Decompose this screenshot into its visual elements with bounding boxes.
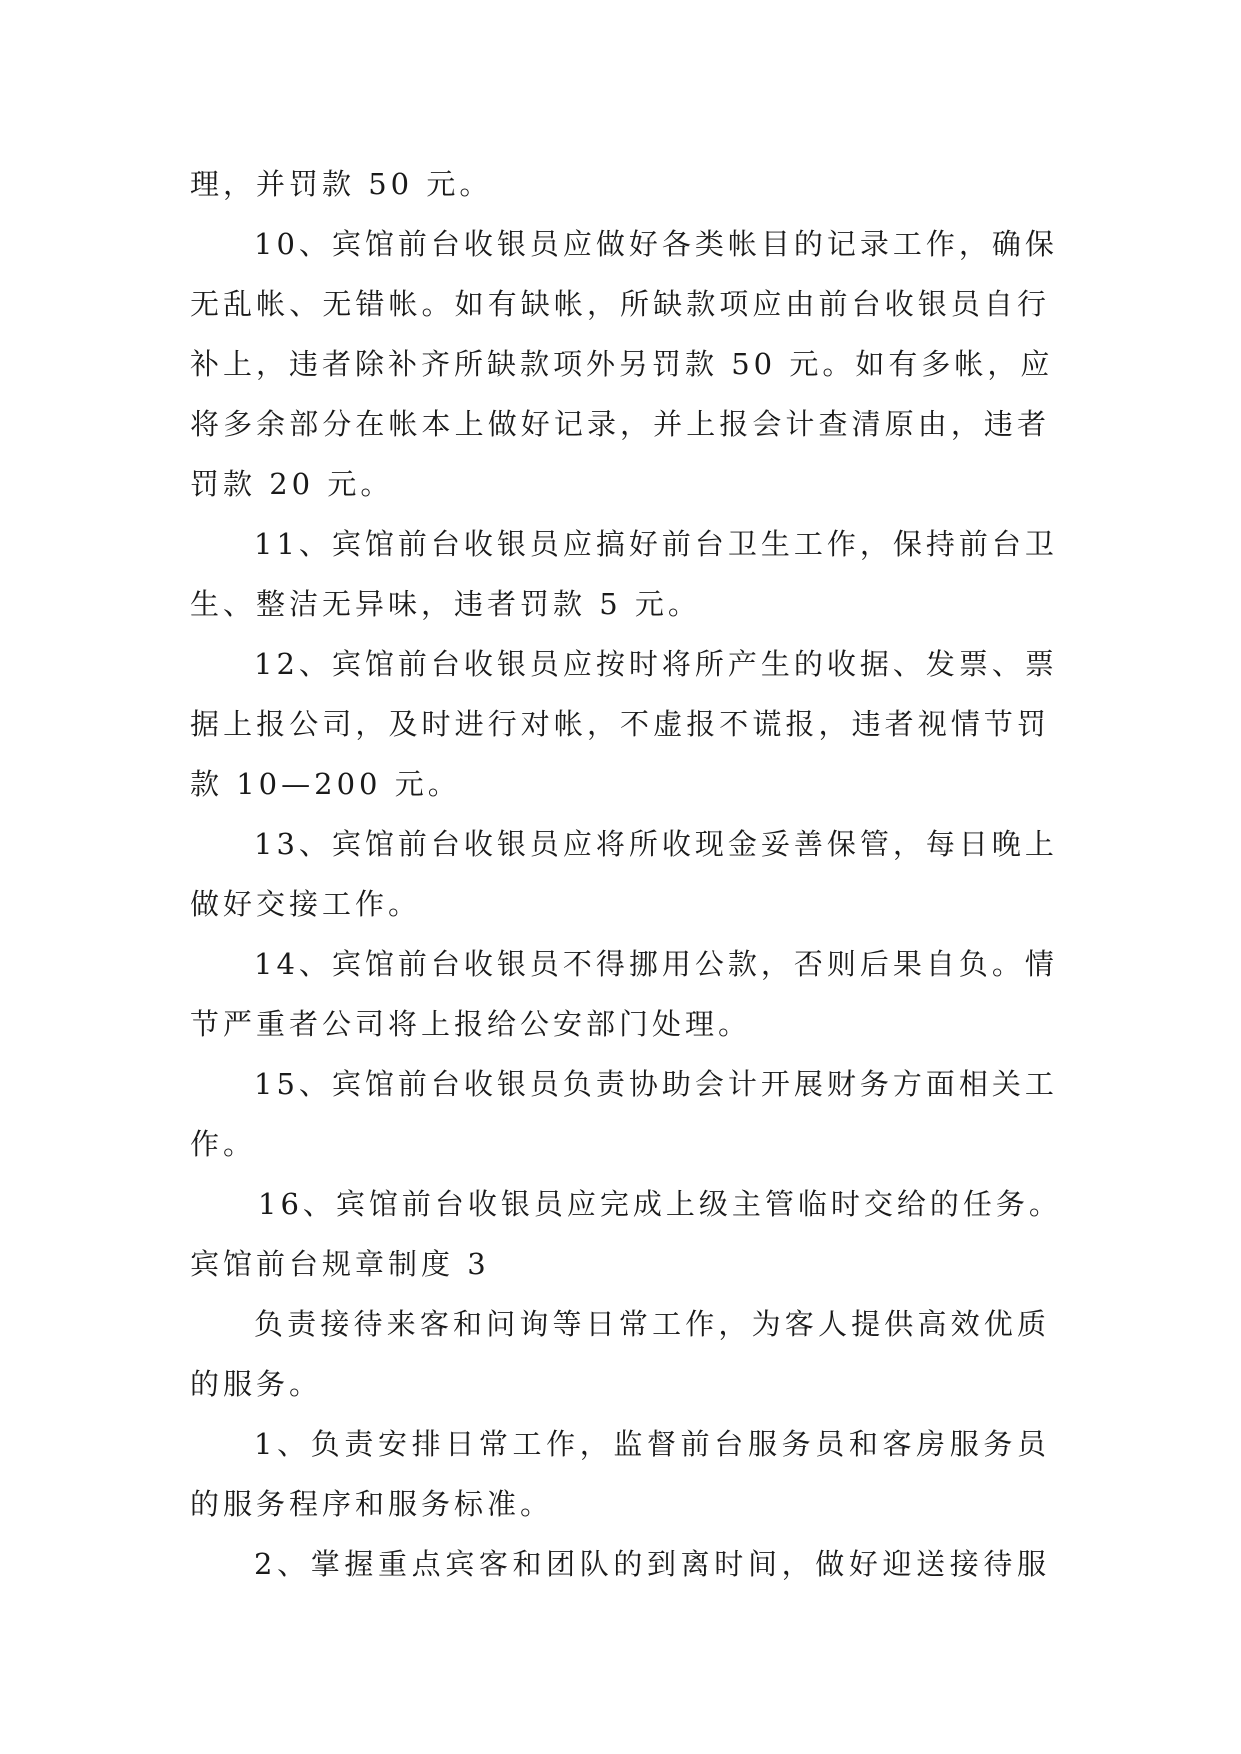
text-line: 理，并罚款 50 元。 [190,167,493,201]
text-line: 罚款 20 元。 [190,467,394,501]
text-line: 16、宾馆前台收银员应完成上级主管临时交给的任务。 [258,1187,1062,1221]
text-line: 12、宾馆前台收银员应按时将所产生的收据、发票、票 [254,647,1058,681]
text-line: 据上报公司，及时进行对帐，不虚报不谎报，违者视情节罚 [190,707,1050,741]
text-line: 款 10—200 元。 [190,767,461,801]
text-line: 1、负责安排日常工作，监督前台服务员和客房服务员 [254,1427,1050,1461]
text-line: 14、宾馆前台收银员不得挪用公款，否则后果自负。情 [254,947,1058,981]
text-line: 2、掌握重点宾客和团队的到离时间，做好迎送接待服 [254,1547,1050,1581]
text-line: 11、宾馆前台收银员应搞好前台卫生工作，保持前台卫 [254,527,1058,561]
text-line: 作。 [190,1127,257,1161]
text-line: 10、宾馆前台收银员应做好各类帐目的记录工作，确保 [254,227,1058,261]
text-line: 做好交接工作。 [190,887,422,921]
text-line: 补上，违者除补齐所缺款项外另罚款 50 元。如有多帐，应 [190,347,1054,381]
text-line: 的服务程序和服务标准。 [190,1487,554,1521]
text-line: 节严重者公司将上报给公安部门处理。 [190,1007,752,1041]
text-line: 13、宾馆前台收银员应将所收现金妥善保管，每日晚上 [254,827,1058,861]
text-line: 15、宾馆前台收银员负责协助会计开展财务方面相关工 [254,1067,1058,1101]
text-line: 生、整洁无异味，违者罚款 5 元。 [190,587,701,621]
text-line: 将多余部分在帐本上做好记录，并上报会计查清原由，违者 [190,407,1050,441]
text-line: 负责接待来客和问询等日常工作，为客人提供高效优质 [254,1307,1050,1341]
text-line: 的服务。 [190,1367,323,1401]
text-line: 无乱帐、无错帐。如有缺帐，所缺款项应由前台收银员自行 [190,287,1050,321]
section-heading: 宾馆前台规章制度 3 [190,1247,490,1281]
